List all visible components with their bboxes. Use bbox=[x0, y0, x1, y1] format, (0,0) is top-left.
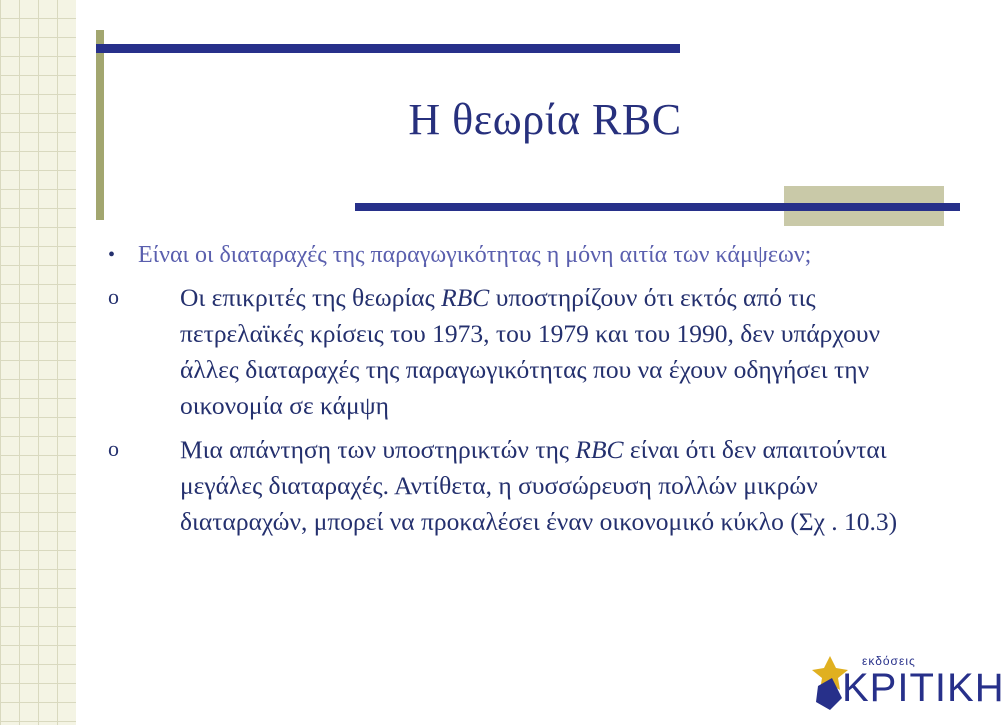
bullet-icon: • bbox=[108, 244, 116, 266]
main-bullet-text: Είναι οι διαταραχές της παραγωγικότητας η μόνη αιτία των κάμψεων; bbox=[138, 242, 812, 268]
slide-title: Η θεωρία RBC bbox=[408, 95, 682, 144]
decorative-left-strip bbox=[0, 0, 76, 725]
sub-bullet-text bbox=[180, 432, 900, 540]
sub-bullet-emphasis: RBC bbox=[575, 435, 624, 464]
sub-bullet-text-part: Μια απάντηση των υποστηρικτών της bbox=[180, 435, 576, 464]
slide-content bbox=[108, 238, 908, 540]
sub-bullet-marker: o bbox=[108, 284, 119, 309]
decorative-right-line bbox=[355, 203, 960, 211]
sub-bullet-text bbox=[180, 280, 900, 424]
logo-small-text: εκδόσεις bbox=[862, 654, 916, 668]
logo-big-text: ΚΡΙΤΙΚΗ bbox=[842, 666, 1005, 710]
decorative-vertical-bar bbox=[96, 30, 104, 220]
sub-bullet-item bbox=[108, 280, 908, 424]
publisher-logo bbox=[812, 648, 1005, 718]
sub-bullet-text-part: υποστηρίζουν ότι εκτός από τις πετρελαϊκές κρίσεις του 1973, του 1979 και του 1990, δεν υπάρχουν άλλες διαταραχές της παραγωγικότητας που να έχουν οδηγήσει την οικονομία σε κάμψη bbox=[180, 283, 881, 420]
sub-bullet-emphasis: RBC bbox=[441, 283, 490, 312]
sub-bullet-item bbox=[108, 432, 908, 540]
decorative-top-line bbox=[96, 44, 680, 53]
main-bullet-item bbox=[108, 238, 908, 272]
sub-bullet-text-part: είναι ότι δεν απαιτούνται μεγάλες διαταραχές. Αντίθετα, η συσσώρευση πολλών μικρών διαταραχών, μπορεί να προκαλέσει έναν οικονομικό κύκλο (Σχ . 10.3) bbox=[180, 435, 898, 536]
sub-bullet-marker: o bbox=[108, 436, 119, 461]
sub-bullet-text-part: Οι επικριτές της θεωρίας bbox=[180, 283, 442, 312]
